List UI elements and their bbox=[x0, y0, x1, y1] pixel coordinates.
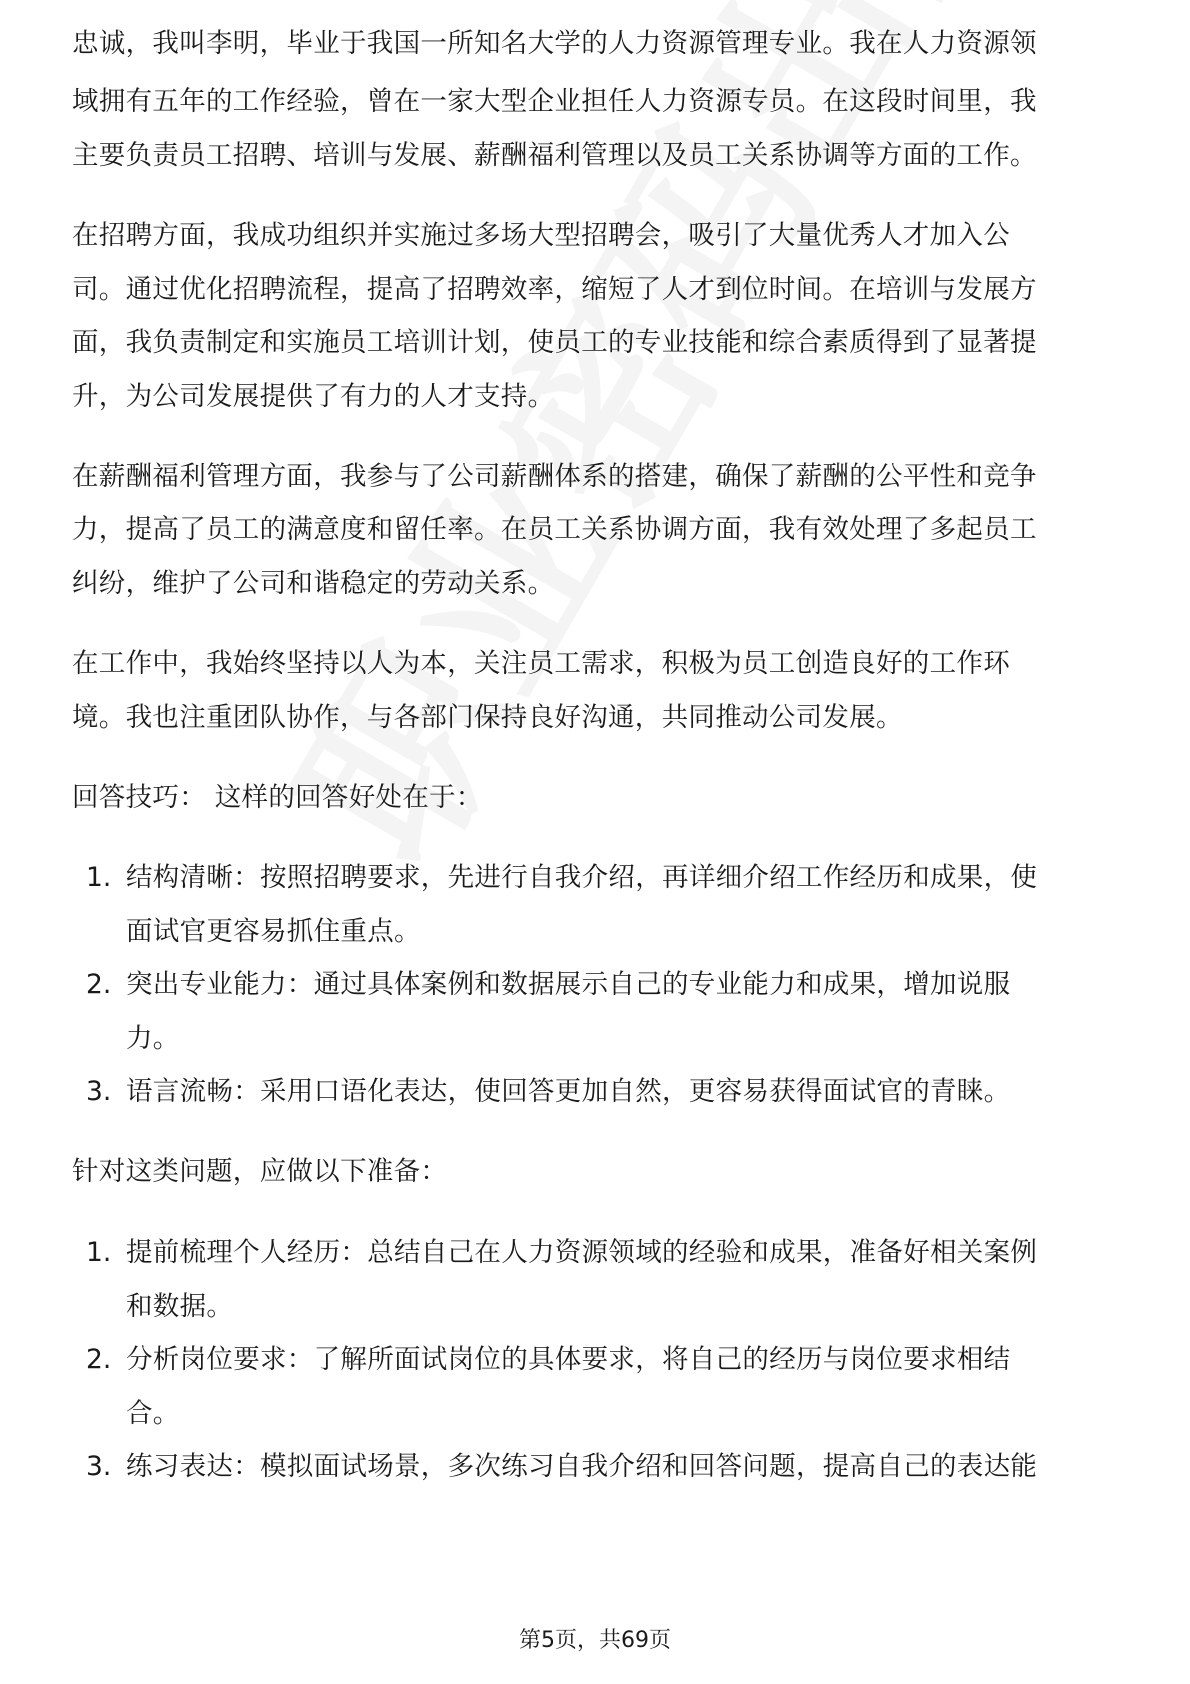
paragraph-line: 在工作中，我始终坚持以人为本，关注员工需求，积极为员工创造良好的工作环 bbox=[72, 648, 1010, 679]
paragraph-line: 境。我也注重团队协作，与各部门保持良好沟通，共同推动公司发展。 bbox=[72, 702, 903, 733]
paragraph-line: 在招聘方面，我成功组织并实施过多场大型招聘会，吸引了大量优秀人才加入公 bbox=[72, 220, 1010, 251]
paragraph-line: 在薪酬福利管理方面，我参与了公司薪酬体系的搭建，确保了薪酬的公平性和竞争 bbox=[72, 461, 1037, 492]
list-number: 1. bbox=[86, 862, 112, 893]
paragraph-line: 面，我负责制定和实施员工培训计划，使员工的专业技能和综合素质得到了显著提 bbox=[72, 327, 1037, 358]
list-number: 2. bbox=[86, 969, 112, 1000]
prep-heading: 针对这类问题，应做以下准备： bbox=[72, 1156, 448, 1187]
list-item-line: 和数据。 bbox=[126, 1291, 234, 1322]
list-item-line: 语言流畅：采用口语化表达，使回答更加自然，更容易获得面试官的青睐。 bbox=[126, 1076, 1011, 1107]
paragraph-line: 主要负责员工招聘、培训与发展、薪酬福利管理以及员工关系协调等方面的工作。 bbox=[72, 140, 1037, 171]
list-item-line: 力。 bbox=[126, 1023, 180, 1054]
paragraph-line: 域拥有五年的工作经验，曾在一家大型企业担任人力资源专员。在这段时间里，我 bbox=[72, 86, 1037, 117]
list-item-line: 分析岗位要求：了解所面试岗位的具体要求，将自己的经历与岗位要求相结 bbox=[126, 1344, 1011, 1375]
list-number: 3. bbox=[86, 1451, 112, 1482]
list-number: 3. bbox=[86, 1076, 112, 1107]
paragraph-line: 忠诚，我叫李明，毕业于我国一所知名大学的人力资源管理专业。我在人力资源领 bbox=[72, 28, 1037, 59]
paragraph-line: 纠纷，维护了公司和谐稳定的劳动关系。 bbox=[72, 568, 555, 599]
list-item-line: 合。 bbox=[126, 1398, 180, 1429]
paragraph-line: 力，提高了员工的满意度和留任率。在员工关系协调方面，我有效处理了多起员工 bbox=[72, 514, 1037, 545]
list-number: 2. bbox=[86, 1344, 112, 1375]
list-item-line: 结构清晰：按照招聘要求，先进行自我介绍，再详细介绍工作经历和成果，使 bbox=[126, 862, 1038, 893]
list-item-line: 提前梳理个人经历：总结自己在人力资源领域的经验和成果，准备好相关案例 bbox=[126, 1237, 1038, 1268]
paragraph-line: 司。通过优化招聘流程，提高了招聘效率，缩短了人才到位时间。在培训与发展方 bbox=[72, 274, 1037, 305]
list-number: 1. bbox=[86, 1237, 112, 1268]
list-item-line: 面试官更容易抓住重点。 bbox=[126, 916, 421, 947]
paragraph-line: 升，为公司发展提供了有力的人才支持。 bbox=[72, 381, 555, 412]
tips-heading: 回答技巧： 这样的回答好处在于： bbox=[72, 782, 483, 813]
page-number: 第5页，共69页 bbox=[519, 1628, 671, 1653]
document-page bbox=[72, 0, 1118, 1684]
list-item-line: 突出专业能力：通过具体案例和数据展示自己的专业能力和成果，增加说服 bbox=[126, 969, 1011, 1000]
list-item-line: 练习表达：模拟面试场景，多次练习自我介绍和回答问题，提高自己的表达能 bbox=[126, 1451, 1038, 1482]
